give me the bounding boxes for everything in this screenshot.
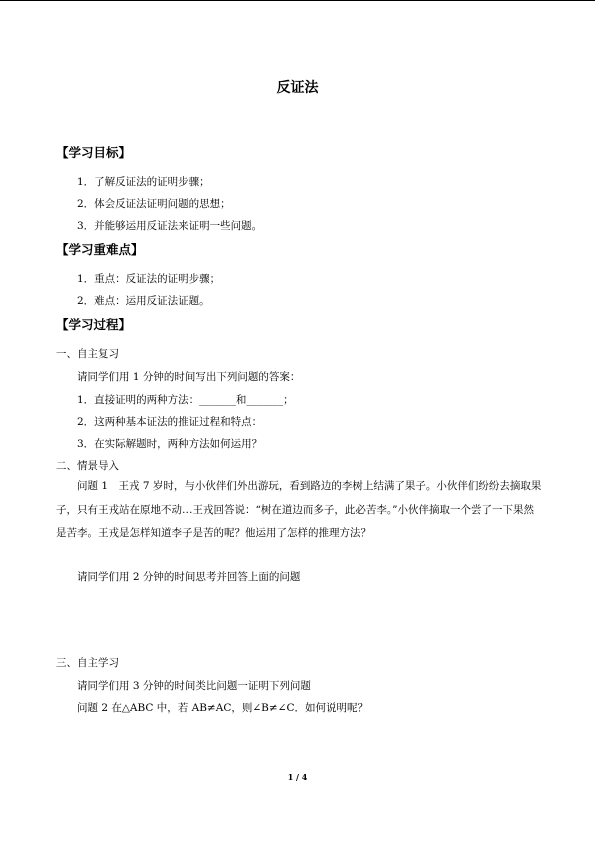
page-title: 反证法: [276, 80, 319, 96]
review-item: 1．直接证明的两种方法：_______和_______；: [77, 394, 294, 406]
self-study-problem: 问题 2 在△ABC 中，若 AB≠AC，则∠B≠∠C．如何说明呢？: [77, 702, 368, 714]
process-heading: 【学习过程】: [56, 317, 132, 332]
review-item: 3．在实际解题时，两种方法如何运用？: [77, 438, 263, 450]
objective-item: 2．体会反证法证明问题的思想；: [77, 198, 231, 210]
review-item: 2．这两种基本证法的推证过程和特点：: [77, 416, 263, 428]
self-study-instruction: 请同学们用 3 分钟的时间类比问题一证明下列问题: [77, 680, 311, 692]
section-title-self-study: 三、自主学习: [56, 657, 119, 669]
objectives-heading: 【学习目标】: [56, 145, 132, 160]
scenario-problem: 问题 1 王戎 7 岁时，与小伙伴们外出游玩，看到路边的李树上结满了果子。小伙伴们纷纷去摘取果子，只有王戎站在原地不动…王戎回答说：“树在道边而多子，此必苦李。”小伙伴摘取一个尝了一下果然是苦李。王戎是怎样知道李子是苦的呢？他运用了怎样的推理方法？: [56, 480, 542, 539]
objective-item: 3．并能够运用反证法来证明一些问题。: [77, 220, 263, 232]
section-title-review: 一、自主复习: [56, 348, 119, 360]
top-border-line: [0, 0, 595, 1]
page-number: 1 / 4: [287, 772, 308, 782]
key-point-item: 2．难点：运用反证法证题。: [77, 295, 210, 307]
section-title-scenario: 二、情景导入: [56, 460, 119, 472]
key-point-item: 1．重点：反证法的证明步骤；: [77, 273, 221, 285]
objective-item: 1．了解反证法的证明步骤；: [77, 176, 210, 188]
key-points-heading: 【学习重难点】: [56, 242, 144, 257]
scenario-instruction: 请同学们用 2 分钟的时间思考并回答上面的问题: [77, 571, 301, 583]
review-instruction: 请同学们用 1 分钟的时间写出下列问题的答案：: [77, 371, 301, 383]
